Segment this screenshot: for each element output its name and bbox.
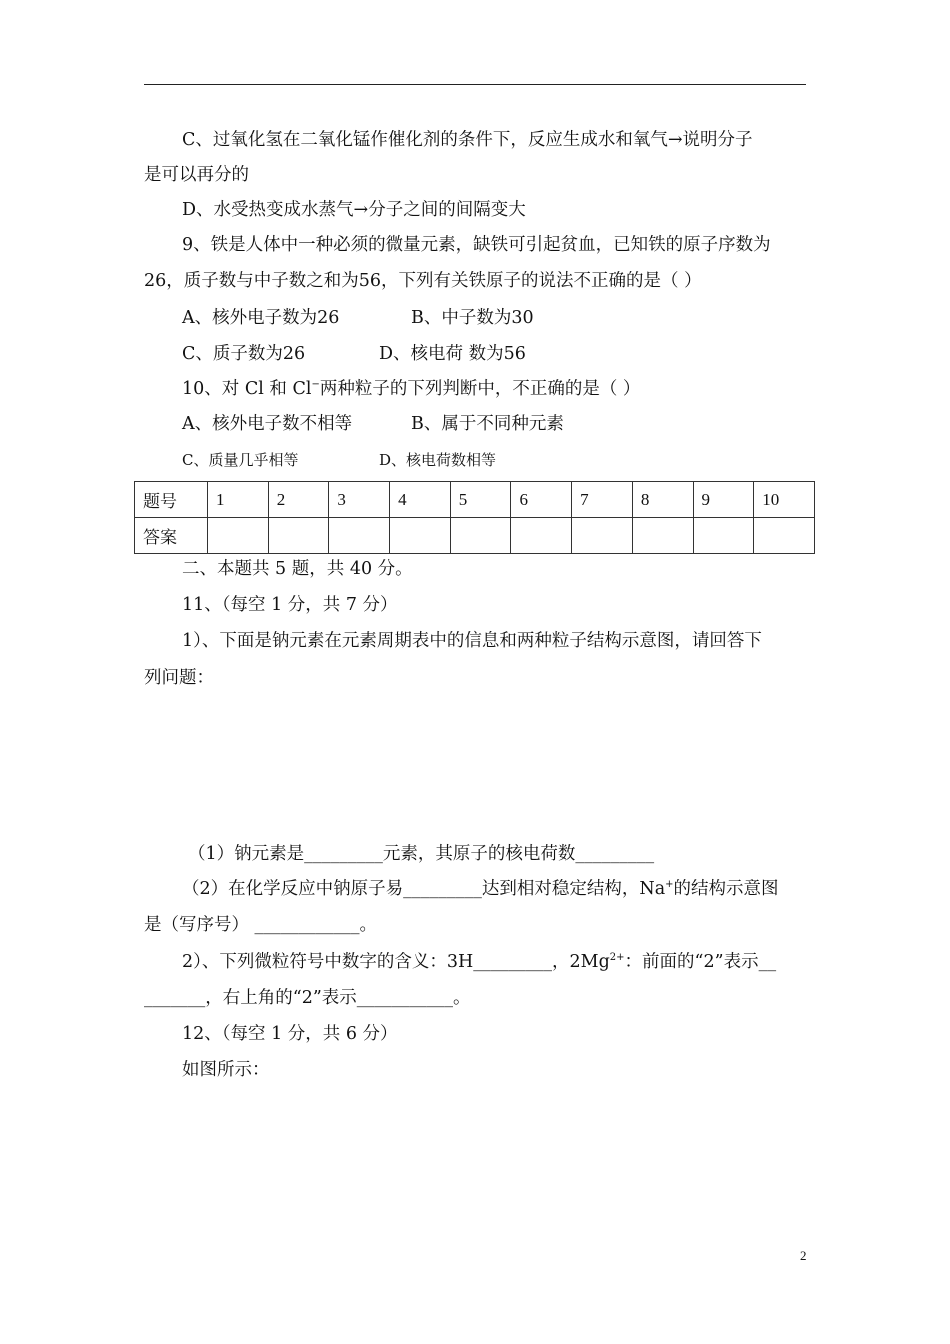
question-number-cell: 8 — [632, 482, 693, 518]
q12-title: 12、（每空 1 分，共 6 分） — [182, 1024, 398, 1044]
q11-title: 11、（每空 1 分，共 7 分） — [182, 595, 398, 615]
answer-table — [134, 481, 815, 554]
q11-sub2 — [182, 877, 779, 901]
q11-sub2-line2: 是（写序号） ____________。 — [144, 915, 378, 935]
q11-part1-line1: 1）、下面是钠元素在元素周期表中的信息和两种粒子结构示意图，请回答下 — [182, 631, 762, 651]
row-label-question-number: 题号 — [135, 482, 208, 518]
q9-option-b: B、中子数为30 — [411, 308, 534, 328]
answer-cell[interactable] — [268, 518, 329, 554]
section-2-heading: 二、本题共 5 题，共 40 分。 — [182, 559, 413, 579]
q8-option-c-line1: C、过氧化氢在二氧化锰作催化剂的条件下，反应生成水和氧气→说明分子 — [182, 130, 753, 150]
page-number: 2 — [800, 1248, 807, 1263]
answer-cell[interactable] — [632, 518, 693, 554]
q9-option-a: A、核外电子数为26 — [182, 308, 340, 328]
answer-table-answer-row — [135, 518, 815, 554]
answer-cell[interactable] — [208, 518, 269, 554]
q10-option-b: B、属于不同种元素 — [411, 414, 564, 434]
q9-option-c: C、质子数为26 — [182, 344, 306, 364]
question-number-cell: 7 — [572, 482, 633, 518]
question-number-cell: 1 — [208, 482, 269, 518]
q11-sub2-post: 的结构示意图 — [673, 879, 779, 899]
q10-stem — [182, 377, 640, 401]
q11-sub1: （1）钠元素是_________元素，其原子的核电荷数_________ — [188, 844, 655, 864]
q10-stem-pre: 10、对 Cl 和 Cl — [182, 379, 312, 399]
q9-stem-line2: 26，质子数与中子数之和为56，下列有关铁原子的说法不正确的是（ ） — [144, 271, 702, 291]
q10-option-c: C、质量几乎相等 — [182, 451, 299, 469]
q9-option-d: D、核电荷 数为56 — [379, 344, 526, 364]
q11-part2-line1 — [182, 950, 776, 974]
q12-text: 如图所示： — [182, 1060, 270, 1080]
question-number-cell: 3 — [329, 482, 390, 518]
q8-option-d: D、水受热变成水蒸气→分子之间的间隔变大 — [182, 200, 526, 220]
answer-cell[interactable] — [450, 518, 511, 554]
question-number-cell: 4 — [390, 482, 451, 518]
q11-part2-line2: _______，右上角的“2”表示___________。 — [144, 988, 471, 1008]
question-number-cell: 6 — [511, 482, 572, 518]
question-number-cell: 10 — [754, 482, 815, 518]
q11-part1-line2: 列问题： — [144, 668, 214, 688]
header-rule — [144, 84, 806, 85]
q11-sub2-sup: + — [665, 879, 674, 891]
answer-cell[interactable] — [390, 518, 451, 554]
q10-stem-post: 两种粒子的下列判断中，不正确的是（ ） — [319, 379, 641, 399]
question-number-cell: 9 — [693, 482, 754, 518]
q10-option-a: A、核外电子数不相等 — [182, 414, 353, 434]
answer-cell[interactable] — [511, 518, 572, 554]
answer-cell[interactable] — [693, 518, 754, 554]
question-number-cell: 5 — [450, 482, 511, 518]
q11-part2-pre: 2）、下列微粒符号中数字的含义：3H_________，2Mg — [182, 952, 610, 972]
answer-cell[interactable] — [754, 518, 815, 554]
q8-option-c-line2: 是可以再分的 — [144, 165, 249, 185]
answer-cell[interactable] — [329, 518, 390, 554]
q10-option-d: D、核电荷数相等 — [379, 451, 497, 469]
answer-cell[interactable] — [572, 518, 633, 554]
answer-table-header-row — [135, 482, 815, 518]
q10-stem-sup: − — [311, 379, 320, 391]
q11-sub2-pre: （2）在化学反应中钠原子易_________达到相对稳定结构，Na — [182, 879, 666, 899]
question-number-cell: 2 — [268, 482, 329, 518]
q9-stem-line1: 9、铁是人体中一种必须的微量元素，缺铁可引起贫血，已知铁的原子序数为 — [182, 235, 771, 255]
q11-part2-post: ：前面的“2”表示__ — [624, 952, 777, 972]
q11-part2-sup: 2+ — [609, 952, 625, 964]
row-label-answer: 答案 — [135, 518, 208, 554]
